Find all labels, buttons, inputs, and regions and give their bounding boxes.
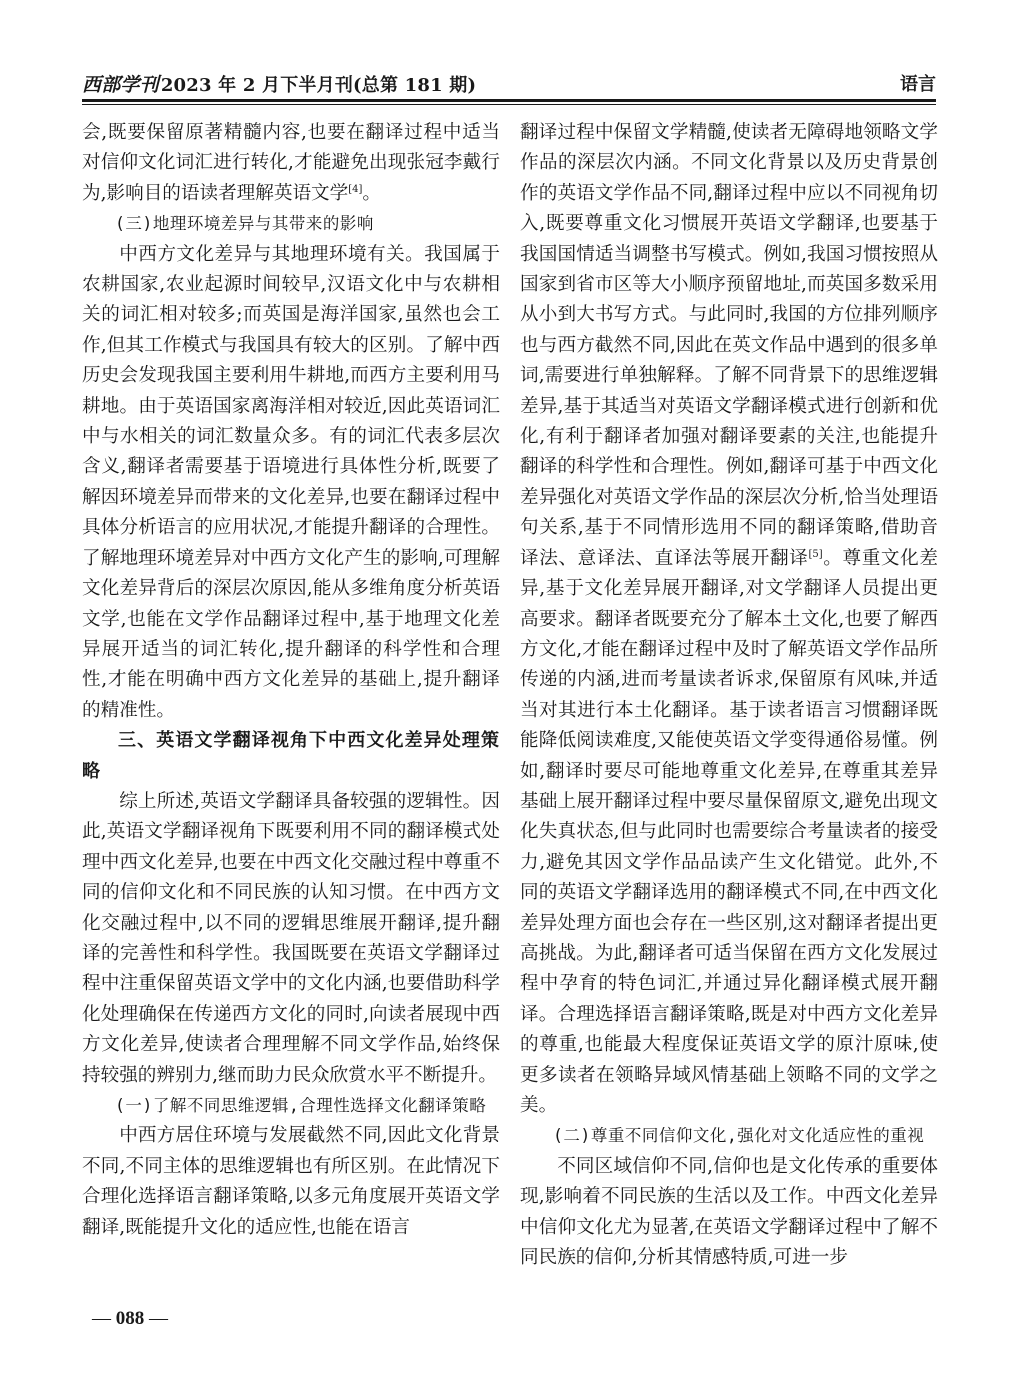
page-header xyxy=(82,70,936,100)
paragraph-text: 。 xyxy=(362,182,382,204)
paragraph-text: 会,既要保留原著精髓内容,也要在翻译过程中适当对信仰文化词汇进行转化,才能避免出现张冠李戴行为,影响目的语读者理解英语文学 xyxy=(82,122,500,204)
citation-ref: [4] xyxy=(348,183,363,195)
section-label: 语言 xyxy=(900,74,936,95)
subheading: (一)了解不同思维逻辑,合理性选择文化翻译策略 xyxy=(115,1096,487,1115)
citation-ref: [5] xyxy=(808,548,823,560)
page-number: 088 xyxy=(115,1308,145,1329)
journal-logo: 西部学刊 xyxy=(82,74,159,96)
paragraph: 综上所述,英语文学翻译具备较强的逻辑性。因此,英语文学翻译视角下既要利用不同的翻译模式处理中西文化差异,也要在中西文化交融过程中尊重不同的信仰文化和不同民族的认知习惯。在中西方文化交融过程中,以不同的逻辑思维展开翻译,提升翻译的完善性和科学性。我国既要在英语文学翻译过程中注重保留英语文学中的文化内涵,也要借助科学化处理确保在传递西方文化的同时,向读者展现中西方文化差异,使读者合理理解不同文学作品,始终保持较强的辨别力,继而助力民众欣赏水平不断提升。 xyxy=(82,790,500,1086)
footer-dash-right: — xyxy=(144,1308,168,1329)
paragraph xyxy=(520,118,938,1121)
header-rule-thick xyxy=(82,99,936,102)
paragraph xyxy=(82,118,500,209)
paragraph-text: 翻译过程中保留文学精髓,使读者无障碍地领略文学作品的深层次内涵。不同文化背景以及历史背景创作的英语文学作品不同,翻译过程中应以不同视角切入,既要尊重文化习惯展开英语文学翻译,也要基于我国国情适当调整书写模式。例如,我国习惯按照从国家到省市区等大小顺序预留地址,而英国多数采用从小到大书写方式。与此同时,我国的方位排列顺序也与西方截然不同,因此在英文作品中遇到的很多单词,需要进行单独解释。了解不同背景下的思维逻辑差异,基于其适当对英语文学翻译模式进行创新和优化,有利于翻译者加强对翻译要素的关注,也能提升翻译的科学性和合理性。例如,翻译可基于中西文化差异强化对英语文学作品的深层次分析,恰当处理语句关系,基于不同情形选用不同的翻译策略,借助音译法、意译法、直译法等展开翻译 xyxy=(520,122,938,569)
header-rule-thin xyxy=(82,104,936,105)
page-footer xyxy=(92,1308,168,1330)
left-column xyxy=(82,118,500,1243)
issue-info: 2023 年 2 月下半月刊(总第 181 期) xyxy=(160,75,477,96)
paragraph-text: 。尊重文化差异,基于文化差异展开翻译,对文学翻译人员提出更高要求。翻译者既要充分了解本土文化,也要了解西方文化,才能在翻译过程中及时了解英语文学作品所传递的内涵,进而考量读者诉求,保留原有风味,并适当对其进行本土化翻译。基于读者语言习惯翻译既能降低阅读难度,又能使英语文学变得通俗易懂。例如,翻译时要尽可能地尊重文化差异,在尊重其差异基础上展开翻译过程中要尽量保留原文,避免出现文化失真状态,但与此同时也需要综合考量读者的接受力,避免其因文学作品品读产生文化错觉。此外,不同的英语文学翻译选用的翻译模式不同,在中西文化差异处理方面也会存在一些区别,这对翻译者提出更高挑战。为此,翻译者可适当保留在西方文化发展过程中孕育的特色词汇,并通过异化翻译模式展开翻译。合理选择语言翻译策略,既是对中西方文化差异的尊重,也能最大程度保证英语文学的原汁原味,使更多读者在领略异域风情基础上领略不同的文学之美。 xyxy=(520,547,938,1116)
footer-dash-left: — xyxy=(92,1308,116,1329)
paragraph: 不同区域信仰不同,信仰也是文化传承的重要体现,影响着不同民族的生活以及工作。中西文化差异中信仰文化尤为显著,在英语文学翻译过程中了解不同民族的信仰,分析其情感特质,可进一步 xyxy=(520,1155,938,1269)
paragraph: 中西方文化差异与其地理环境有关。我国属于农耕国家,农业起源时间较早,汉语文化中与农耕相关的词汇相对较多;而英国是海洋国家,虽然也会工作,但其工作模式与我国具有较大的区别。了解中西历史会发现我国主要利用牛耕地,而西方主要利用马耕地。由于英语国家离海洋相对较近,因此英语词汇中与水相关的词汇数量众多。有的词汇代表多层次含义,翻译者需要基于语境进行具体性分析,既要了解因环境差异而带来的文化差异,也要在翻译过程中具体分析语言的应用状况,才能提升翻译的合理性。了解地理环境差异对中西方文化产生的影响,可理解文化差异背后的深层次原因,能从多维角度分析英语文学,也能在文学作品翻译过程中,基于地理文化差异展开适当的词汇转化,提升翻译的科学性和合理性,才能在明确中西方文化差异的基础上,提升翻译的精准性。 xyxy=(82,243,500,721)
subheading: (三)地理环境差异与其带来的影响 xyxy=(115,214,374,234)
subheading: (二)尊重不同信仰文化,强化对文化适应性的重视 xyxy=(553,1126,925,1146)
paragraph: 中西方居住环境与发展截然不同,因此文化背景不同,不同主体的思维逻辑也有所区别。在此情况下合理化选择语言翻译策略,以多元角度展开英语文学翻译,既能提升文化的适应性,也能在语言 xyxy=(82,1125,500,1238)
journal-info xyxy=(82,70,476,97)
section-heading: 三、英语文学翻译视角下中西文化差异处理策略 xyxy=(82,730,500,782)
right-column xyxy=(520,118,938,1273)
